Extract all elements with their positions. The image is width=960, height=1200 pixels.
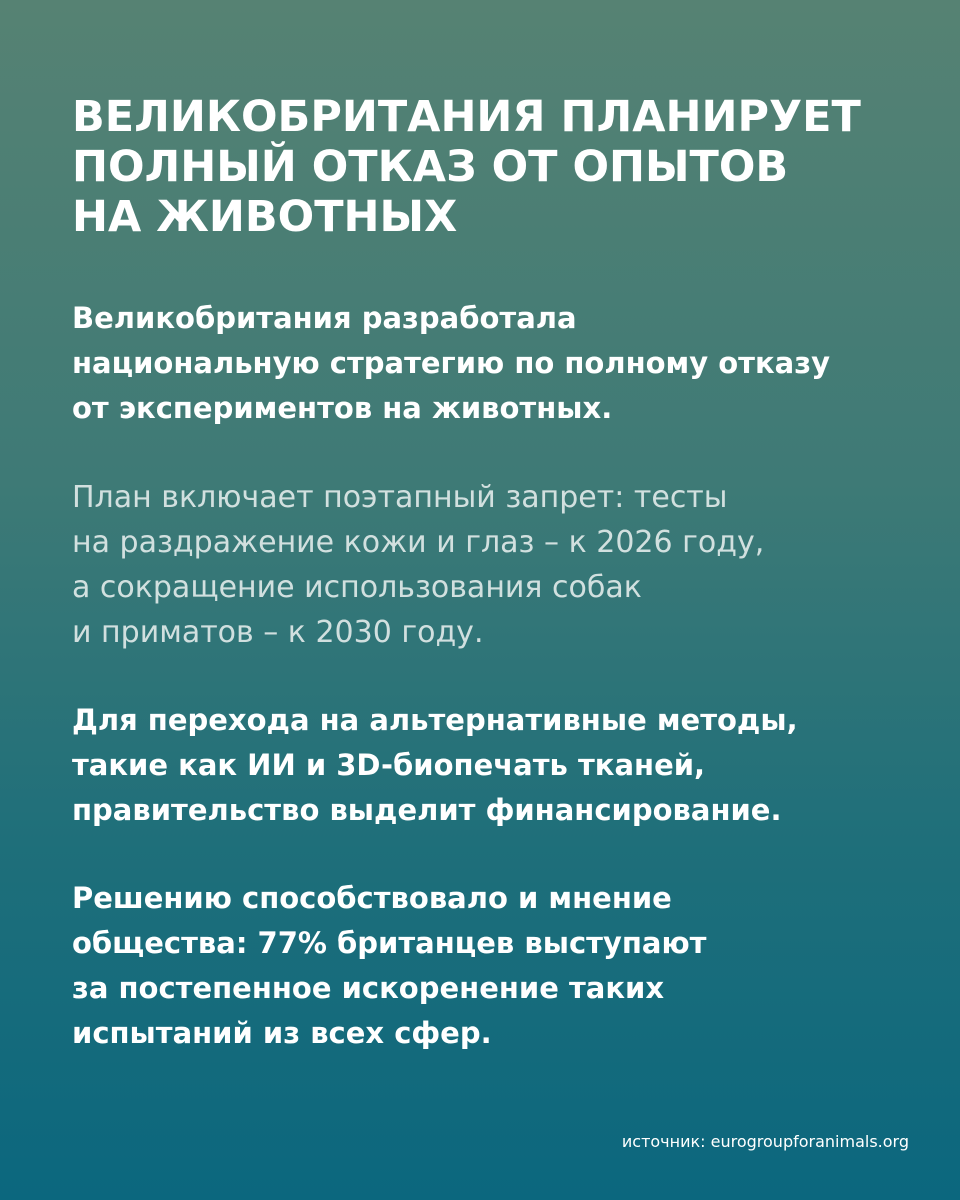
headline-line: НА ЖИВОТНЫХ	[72, 192, 458, 242]
paragraph-line: от экспериментов на животных.	[72, 391, 613, 425]
paragraph-line: План включает поэтапный запрет: тесты	[72, 480, 728, 515]
source-caption: источник: eurogroupforanimals.org	[621, 1132, 909, 1151]
intro-paragraph	[72, 296, 830, 431]
headline-line: ПОЛНЫЙ ОТКАЗ ОТ ОПЫТОВ	[72, 142, 789, 192]
paragraph-line: общества: 77% британцев выступают	[72, 926, 707, 960]
plan-paragraph	[72, 475, 764, 655]
paragraph-line: Для перехода на альтернативные методы,	[72, 703, 798, 737]
funding-paragraph	[72, 698, 798, 833]
paragraph-line: на раздражение кожи и глаз – к 2026 году,	[72, 525, 765, 560]
paragraph-line: испытаний из всех сфер.	[72, 1016, 492, 1050]
paragraph-line: Решению способствовало и мнение	[72, 881, 672, 915]
paragraph-line: национальную стратегию по полному отказу	[72, 346, 830, 380]
paragraph-line: за постепенное искоренение таких	[72, 971, 665, 1005]
paragraph-line: а сокращение использования собак	[72, 570, 642, 605]
paragraph-line: такие как ИИ и 3D-биопечать тканей,	[72, 748, 706, 782]
post-card	[72, 92, 902, 1050]
paragraph-line: правительство выделит финансирование.	[72, 793, 782, 827]
paragraph-line: Великобритания разработала	[72, 301, 577, 335]
paragraph-line: и приматов – к 2030 году.	[72, 615, 484, 650]
public-opinion-paragraph	[72, 876, 706, 1056]
headline	[72, 92, 902, 242]
headline-line: ВЕЛИКОБРИТАНИЯ ПЛАНИРУЕТ	[72, 92, 861, 142]
